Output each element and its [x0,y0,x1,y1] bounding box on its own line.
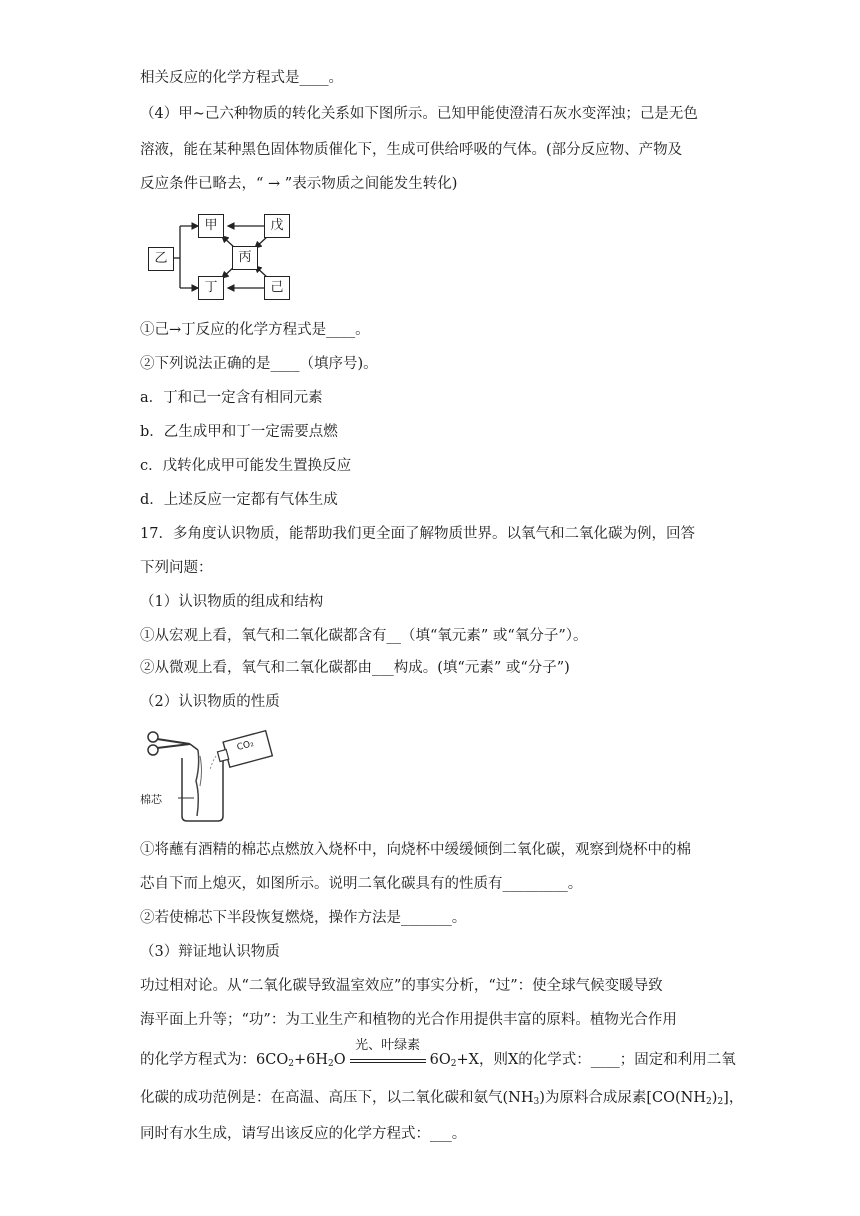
wick-label: 棉芯 [140,793,162,806]
subscript: 2 [450,1059,457,1069]
option-a: a．丁和己一定含有相同元素 [140,390,323,406]
text-line: ②若使棉芯下半段恢复燃烧，操作方法是_______。 [140,910,467,926]
text-span: 6O [429,1052,451,1068]
subscript: 2 [327,1059,334,1069]
text-line: ①从宏观上看，氧气和二氧化碳都含有__（填“氧元素” 或“氧分子”）。 [140,628,588,644]
section-2-heading: （2）认识物质的性质 [140,694,280,710]
node-bing: 丙 [232,246,258,270]
text-line: 功过相对论。从“二氧化碳导致温室效应”的事实分析，“过”：使全球气候变暖导致 [140,978,663,994]
question-4-intro: （4）甲~己六种物质的转化关系如下图所示。已知甲能使澄清石灰水变浑浊；己是无色 [140,106,698,122]
condition-label: 光、叶绿素 [355,1038,421,1053]
subscript: 3 [533,1097,540,1107]
text-span: O [333,1052,346,1068]
co2-label: CO₂ [235,738,255,754]
text-line: 海平面上升等；“功”：为工业生产和植物的光合作用提供丰富的原料。植物光合作用 [140,1012,677,1028]
sub-question-2: ②下列说法正确的是____（填序号)。 [140,356,378,372]
text-line: ①将蘸有酒精的棉芯点燃放入烧杯中，向烧杯中缓缓倾倒二氧化碳，观察到烧杯中的棉 [140,842,691,858]
text-span: +X，则X的化学式：____；固定和利用二氧 [456,1052,736,1068]
subscript: 2 [717,1097,724,1107]
subscript: 2 [288,1059,294,1069]
option-b: b．乙生成甲和丁一定需要点燃 [140,424,338,440]
beaker-drawing [140,726,275,826]
urea-line [140,1088,743,1112]
text-span: 化碳的成功范例是：在高温、高压下，以二氧化碳和氨气(NH [140,1090,534,1106]
text-line: 下列问题： [140,560,213,576]
node-ji: 己 [264,276,290,300]
beaker-co2-illustration [140,726,275,826]
node-jia: 甲 [198,214,224,238]
reaction-condition [348,1038,428,1070]
text-line: 芯自下而上熄灭，如图所示。说明二氧化碳具有的性质有_________。 [140,876,583,892]
text-line: 相关反应的化学方程式是____。 [140,70,343,86]
equals-bar [350,1059,426,1063]
subscript: 2 [706,1097,712,1107]
text-span: )为原料合成尿素[CO(NH [539,1090,707,1106]
text-line: 溶液，能在某种黑色固体物质催化下，生成可供给呼吸的气体。(部分反应物、产物及 [140,142,683,158]
node-wu: 戊 [264,214,290,238]
section-3-heading: （3）辩证地认识物质 [140,944,280,960]
node-ding: 丁 [198,276,224,300]
text-line: ②从微观上看，氧气和二氧化碳都由___构成。(填“元素” 或“分子”) [140,660,570,676]
node-yi: 乙 [148,247,174,271]
photosynthesis-equation-line [140,1038,736,1074]
text-span: ]， [723,1090,744,1106]
text-line: 同时有水生成，请写出该反应的化学方程式：___。 [140,1126,467,1142]
question-17-stem: 17．多角度认识物质，能帮助我们更全面了解物质世界。以氧气和二氧化碳为例，回答 [140,526,695,542]
conversion-diagram [140,208,300,303]
text-span: ) [711,1090,718,1106]
section-1-heading: （1）认识物质的组成和结构 [140,594,324,610]
text-span: 的化学方程式为：6CO [140,1052,289,1068]
text-line: 反应条件已略去，“ → ”表示物质之间能发生转化) [140,176,458,192]
text-span: +6H [293,1052,328,1068]
option-d: d．上述反应一定都有气体生成 [140,492,338,508]
option-c: c．戊转化成甲可能发生置换反应 [140,458,352,474]
sub-question-1: ①己→丁反应的化学方程式是____。 [140,322,370,338]
